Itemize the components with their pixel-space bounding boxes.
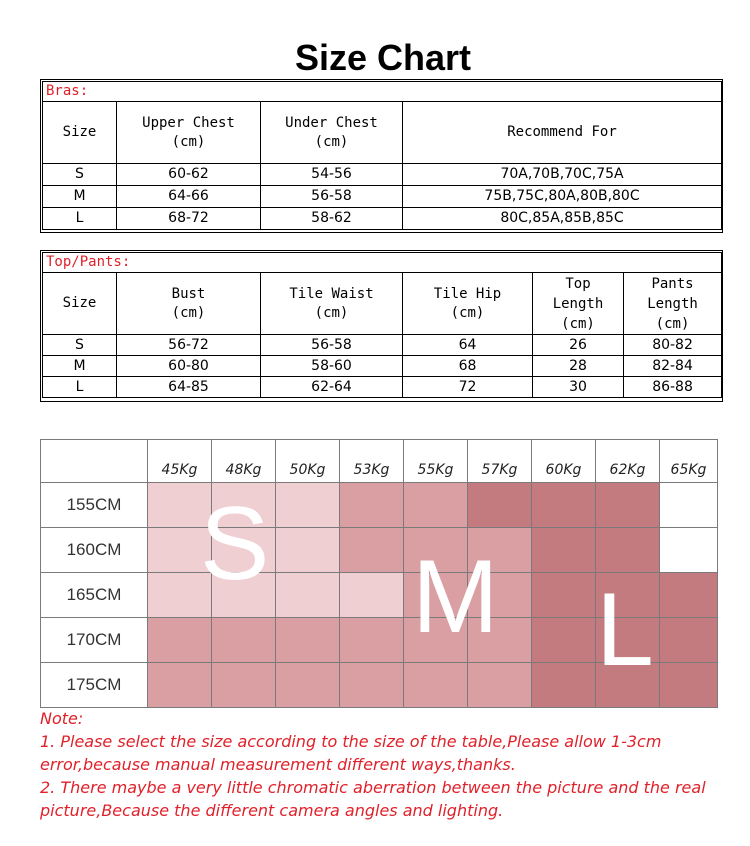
table-row (43, 186, 722, 208)
weight-header: 57Kg (468, 440, 532, 483)
tops-header-bust: Bust (cm) (117, 273, 261, 335)
grid-row (41, 618, 718, 663)
grid-cell-l (532, 483, 596, 528)
grid-cell-m (148, 663, 212, 708)
bras-section-label: Bras: (43, 82, 722, 102)
grid-cell-s (340, 573, 404, 618)
grid-row (41, 483, 718, 528)
tops-top-length-cell: 30 (533, 377, 624, 398)
weight-header: 55Kg (404, 440, 468, 483)
grid-cell-m (340, 483, 404, 528)
tops-waist-cell: 58-60 (261, 356, 403, 377)
bras-recommend-cell: 70A,70B,70C,75A (403, 164, 722, 186)
tops-pants-length-cell: 82-84 (624, 356, 722, 377)
grid-cell-l (596, 663, 660, 708)
grid-row (41, 663, 718, 708)
bras-header-size: Size (43, 102, 117, 164)
grid-cell-l (596, 483, 660, 528)
grid-cell-l (596, 618, 660, 663)
bras-under-cell: 54-56 (261, 164, 403, 186)
tops-section-label: Top/Pants: (43, 253, 722, 273)
grid-cell-l (532, 528, 596, 573)
tops-table (42, 252, 722, 398)
bras-recommend-cell: 75B,75C,80A,80B,80C (403, 186, 722, 208)
grid-cell-s (148, 573, 212, 618)
grid-cell-l (660, 618, 718, 663)
grid-cell-l (532, 573, 596, 618)
tops-pants-length-cell: 86-88 (624, 377, 722, 398)
tops-top-length-cell: 28 (533, 356, 624, 377)
grid-cell-m (404, 573, 468, 618)
grid-cell-m (404, 483, 468, 528)
grid-cell-m (468, 663, 532, 708)
table-row (43, 335, 722, 356)
grid-cell-s (212, 528, 276, 573)
weight-header: 65Kg (660, 440, 718, 483)
grid-cell-l (660, 573, 718, 618)
height-label: 175CM (41, 663, 148, 708)
grid-row (41, 528, 718, 573)
grid-cell-m (404, 618, 468, 663)
grid-cell-m (404, 663, 468, 708)
note-line: 2. There maybe a very little chromatic aberration between the picture and the real picture,Because the different camera angles and lighting. (40, 778, 706, 820)
grid-cell-m (468, 528, 532, 573)
grid-cell-s (276, 573, 340, 618)
grid-cell-m (468, 573, 532, 618)
weight-header: 50Kg (276, 440, 340, 483)
weight-header: 45Kg (148, 440, 212, 483)
tops-bust-cell: 56-72 (117, 335, 261, 356)
tops-hip-cell: 72 (403, 377, 533, 398)
tops-header-hip: Tile Hip (cm) (403, 273, 533, 335)
grid-cell-m (148, 618, 212, 663)
height-label: 160CM (41, 528, 148, 573)
grid-cell-s (148, 483, 212, 528)
tops-size-cell: S (43, 335, 117, 356)
tops-bust-cell: 60-80 (117, 356, 261, 377)
bras-header-under-chest: Under Chest (cm) (261, 102, 403, 164)
bras-size-cell: S (43, 164, 117, 186)
table-row (43, 356, 722, 377)
grid-cell-m (212, 663, 276, 708)
tops-waist-cell: 62-64 (261, 377, 403, 398)
page-title: Size Chart (294, 37, 472, 78)
grid-cell-m (276, 663, 340, 708)
table-row (43, 164, 722, 186)
grid-cell-m (276, 618, 340, 663)
tops-header-pants-length: Pants Length (cm) (624, 273, 722, 335)
bras-under-cell: 58-62 (261, 208, 403, 230)
bras-upper-cell: 68-72 (117, 208, 261, 230)
bras-upper-cell: 64-66 (117, 186, 261, 208)
size-letter-m: M (412, 539, 499, 655)
table-row (43, 377, 722, 398)
bras-recommend-cell: 80C,85A,85B,85C (403, 208, 722, 230)
grid-cell-s (212, 573, 276, 618)
grid-cell-m (340, 663, 404, 708)
tops-size-cell: M (43, 356, 117, 377)
grid-cell-m (404, 528, 468, 573)
bras-upper-cell: 60-62 (117, 164, 261, 186)
table-row (43, 208, 722, 230)
height-label: 155CM (41, 483, 148, 528)
weight-header: 62Kg (596, 440, 660, 483)
grid-cell-l (468, 483, 532, 528)
tops-size-cell: L (43, 377, 117, 398)
bras-size-cell: M (43, 186, 117, 208)
grid-cell-l (532, 618, 596, 663)
grid-cell-s (212, 483, 276, 528)
grid-cell-m (340, 528, 404, 573)
bras-table (42, 81, 722, 230)
tops-hip-cell: 68 (403, 356, 533, 377)
height-label: 170CM (41, 618, 148, 663)
grid-cell-m (468, 618, 532, 663)
grid-cell-l (532, 663, 596, 708)
weight-header: 53Kg (340, 440, 404, 483)
tops-top-length-cell: 26 (533, 335, 624, 356)
grid-cell-empty (660, 528, 718, 573)
tops-hip-cell: 64 (403, 335, 533, 356)
grid-row (41, 573, 718, 618)
tops-waist-cell: 56-58 (261, 335, 403, 356)
note-line: 1. Please select the size according to the size of the table,Please allow 1-3cm error,because manual measurement different ways,thanks. (40, 732, 662, 774)
tops-header-top-length: Top Length (cm) (533, 273, 624, 335)
tops-header-size: Size (43, 273, 117, 335)
size-letter-l: L (596, 572, 654, 688)
bras-size-cell: L (43, 208, 117, 230)
notes-heading: Note: (40, 709, 84, 728)
weight-header: 48Kg (212, 440, 276, 483)
bras-header-upper-chest: Upper Chest (cm) (117, 102, 261, 164)
grid-cell-s (276, 483, 340, 528)
grid-corner-cell (41, 440, 148, 483)
grid-cell-s (276, 528, 340, 573)
grid-cell-m (340, 618, 404, 663)
grid-cell-s (148, 528, 212, 573)
tops-pants-length-cell: 80-82 (624, 335, 722, 356)
height-label: 165CM (41, 573, 148, 618)
tops-header-waist: Tile Waist (cm) (261, 273, 403, 335)
grid-cell-l (596, 528, 660, 573)
weight-header: 60Kg (532, 440, 596, 483)
bras-under-cell: 56-58 (261, 186, 403, 208)
notes (40, 707, 740, 822)
grid-cell-l (596, 573, 660, 618)
size-letter-s: S (200, 486, 270, 602)
grid-cell-l (660, 663, 718, 708)
size-grid (40, 439, 718, 708)
bras-header-recommend: Recommend For (403, 102, 722, 164)
grid-cell-m (212, 618, 276, 663)
tops-bust-cell: 64-85 (117, 377, 261, 398)
grid-cell-empty (660, 483, 718, 528)
